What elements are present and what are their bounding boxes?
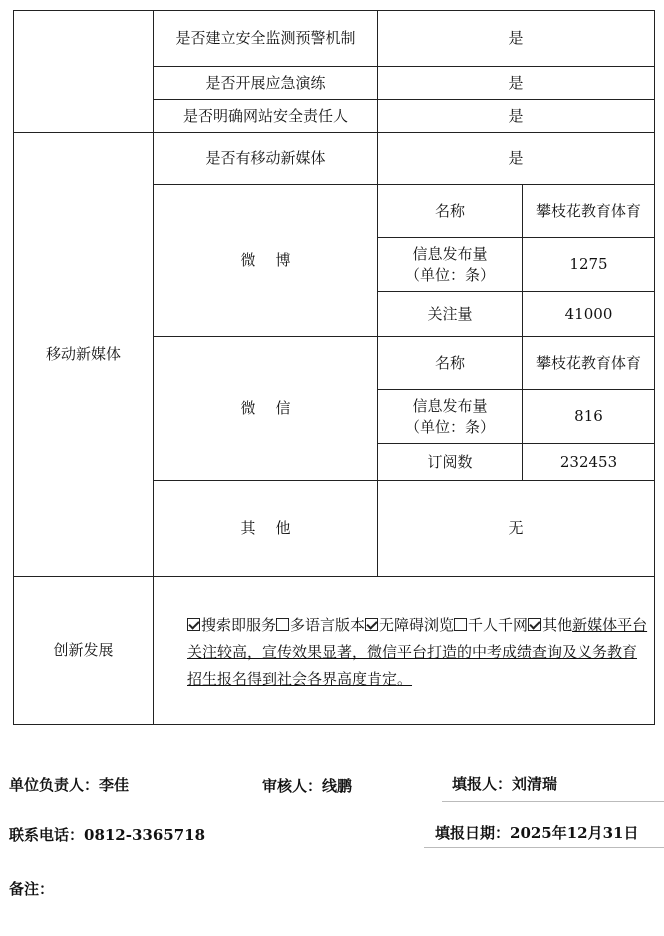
label-emergency-drill: 是否开展应急演练: [205, 73, 326, 92]
unit-head: 单位负责人：李佳: [9, 776, 130, 794]
option-search-service: 搜索即服务: [187, 616, 276, 634]
label-monitoring-warning: 是否建立安全监测预警机制: [175, 29, 356, 47]
label-security-owner: 是否明确网站安全责任人: [182, 106, 348, 125]
weibo-posts-label: 信息发布量（单位：条）: [404, 244, 495, 284]
value-has-mobile-media: 是: [508, 149, 524, 167]
option-personalized: 千人千网: [454, 616, 528, 634]
innovation-content: [187, 612, 649, 693]
weibo-name-value: 攀枝花教育体育: [535, 201, 641, 220]
wechat-posts-value: 816: [574, 407, 603, 425]
label-other-media: 其他: [240, 519, 311, 537]
label-has-mobile-media: 是否有移动新媒体: [205, 149, 326, 167]
value-monitoring-warning: 是: [508, 29, 524, 47]
wechat-subs-label: 订阅数: [427, 452, 473, 471]
weibo-posts-value: 1275: [569, 255, 608, 273]
checkbox-checked-icon: [365, 618, 378, 631]
table-border-bottom: [13, 724, 655, 725]
table-border-right: [654, 10, 655, 725]
checkbox-checked-icon: [528, 618, 541, 631]
fill-date: 填报日期：2025年12月31日: [435, 824, 639, 842]
filler-underline: [442, 801, 664, 802]
option-other: 其他: [528, 616, 572, 634]
label-weibo: 微博: [240, 251, 311, 269]
date-underline: [424, 847, 664, 848]
value-emergency-drill: 是: [508, 73, 524, 92]
section-mobile-media: 移动新媒体: [45, 345, 121, 363]
weibo-name-label: 名称: [434, 201, 465, 220]
wechat-subs-value: 232453: [559, 452, 618, 471]
option-multilingual: 多语言版本: [276, 616, 365, 634]
option-accessibility: 无障碍浏览: [365, 616, 454, 634]
checkbox-unchecked-icon: [454, 618, 467, 631]
remarks: 备注：: [9, 880, 55, 898]
contact-phone: 联系电话：0812-3365718: [9, 826, 206, 844]
innovation-description: 新媒体平台关注较高，宣传效果显著，微信平台打造的中考成绩查询及义务教育招生报名得到社会各界高度肯定。: [187, 616, 648, 688]
weibo-follow-value: 41000: [564, 304, 613, 323]
wechat-name-value: 攀枝花教育体育: [535, 353, 641, 372]
value-other-media: 无: [508, 519, 524, 537]
label-wechat: 微信: [240, 399, 311, 417]
checkbox-checked-icon: [187, 618, 200, 631]
wechat-posts-label: 信息发布量（单位：条）: [404, 396, 495, 436]
wechat-name-label: 名称: [434, 353, 465, 372]
section-innovation: 创新发展: [53, 641, 114, 659]
value-security-owner: 是: [508, 106, 524, 125]
reviewer: 审核人：线鹏: [262, 777, 353, 795]
filler: 填报人：刘清瑞: [452, 775, 558, 793]
checkbox-unchecked-icon: [276, 618, 289, 631]
weibo-follow-label: 关注量: [427, 304, 473, 323]
